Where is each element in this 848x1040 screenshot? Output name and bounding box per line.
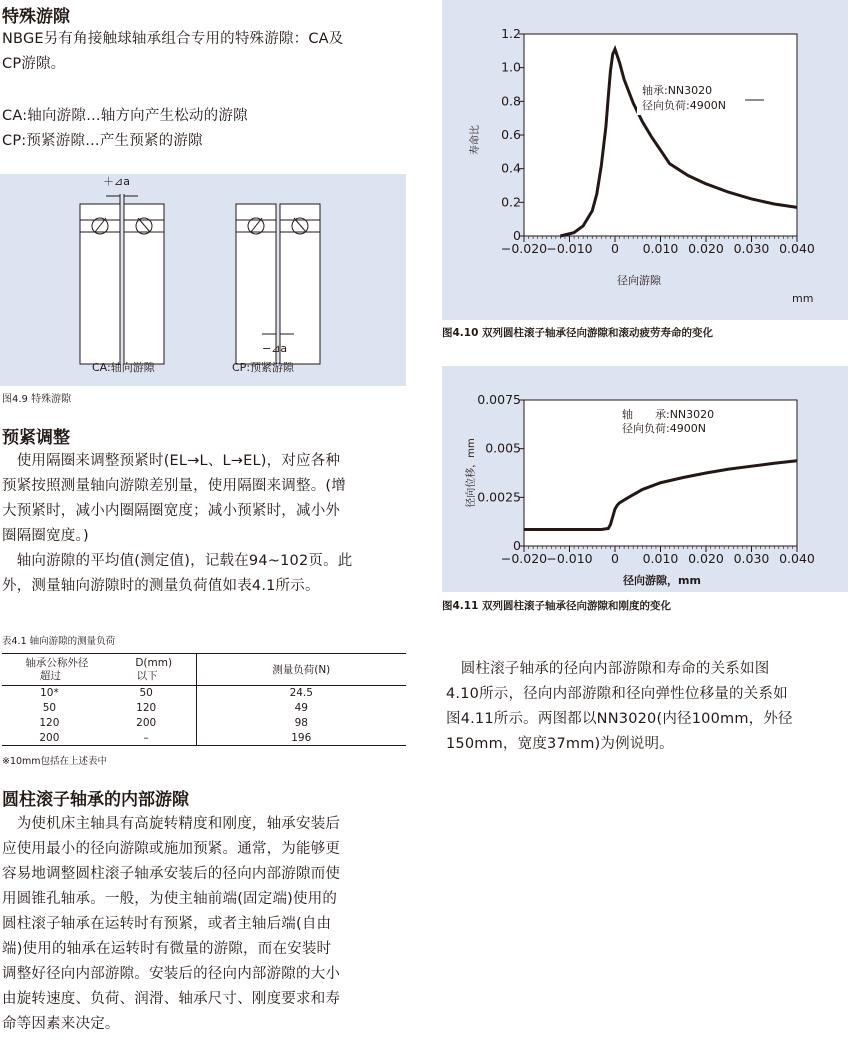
y-axis-label: 寿命比 (470, 125, 481, 155)
right-line: 圆柱滚子轴承的径向内部游隙和寿命的关系如图 (446, 661, 770, 677)
y-tick-label: 0.005 (485, 440, 521, 456)
x-tick-label: −0.020 (500, 551, 548, 566)
x-tick-label: 0 (611, 241, 619, 256)
table-header-under: 以下 (136, 669, 158, 682)
preload-paragraph (2, 449, 412, 599)
table-cell: 50 (139, 687, 153, 700)
figure-4-9-panel (0, 174, 406, 386)
x-tick-label: 0.040 (779, 241, 815, 256)
annotation-bearing: 轴承:NN3020 (642, 84, 713, 97)
right-line: 4.10所示，径向内部游隙和径向弹性位移量的关系如 (446, 686, 788, 702)
y-tick-label: 0.0025 (477, 489, 521, 505)
table-header-load: 测量负荷(N) (196, 654, 406, 686)
table-cell: 24.5 (196, 686, 406, 701)
x-tick-label: −0.010 (546, 241, 593, 256)
table-row (2, 731, 406, 746)
table-header-od: 轴承公称外径 (25, 656, 89, 669)
y-tick-label: 0.0075 (477, 392, 521, 407)
x-tick-label: −0.020 (500, 241, 548, 256)
special-clearance-text-1: NBGE另有角接触球轴承组合专用的特殊游隙：CA及 (2, 31, 344, 47)
preload-line: 大预紧时，减小内圈隔圈宽度；减小预紧时，减小外 (2, 503, 341, 519)
figure-4-10-caption: 图4.10 双列圆柱滚子轴承径向游隙和滚动疲劳寿命的变化 (442, 327, 714, 339)
cp-diagram-label: CP:预紧游隙 (232, 361, 295, 374)
section-title-preload-adjustment: 预紧调整 (2, 428, 70, 448)
y-tick-label: 0 (513, 538, 521, 553)
table-header-d: D(mm) (135, 656, 173, 669)
table-cell: 49 (196, 701, 406, 716)
x-axis-label: 径向游隙，mm (623, 574, 701, 587)
ca-diagram-label: CA:轴向游隙 (92, 361, 155, 374)
cp-definition: CP:预紧游隙…产生预紧的游隙 (2, 133, 203, 149)
annotation-load: 径向负荷:4900N (622, 422, 706, 435)
table-cell: 50 (42, 702, 57, 714)
y-tick-label: 0.2 (501, 194, 521, 210)
table-cell: 120 (136, 702, 157, 714)
cylindrical-line: 应使用最小的径向游隙或施加预紧。通常，为能够更 (2, 841, 341, 857)
cylindrical-line: 由旋转速度、负荷、润滑、轴承尺寸、刚度要求和寿 (2, 991, 341, 1007)
right-paragraph (446, 657, 846, 757)
table-cell: 196 (196, 731, 406, 746)
cylindrical-line: 用圆锥孔轴承。一般，为使主轴前端(固定端)使用的 (2, 891, 338, 907)
cylindrical-line: 调整好径向内部游隙。安装后的径向内部游隙的大小 (2, 966, 341, 982)
y-axis-label: 径向位移，mm (466, 438, 477, 508)
x-tick-label: 0.020 (688, 241, 724, 256)
ca-bearing-pair (80, 194, 164, 364)
x-tick-label: 0.010 (642, 241, 679, 256)
ca-definition: CA:轴向游隙…轴方向产生松动的游隙 (2, 108, 248, 124)
y-tick-label: 0.4 (501, 160, 521, 176)
table-4-1 (2, 653, 406, 746)
cylindrical-paragraph (2, 812, 412, 1037)
right-line: 150mm，宽度37mm)为例说明。 (446, 736, 674, 752)
x-tick-label: 0.020 (688, 551, 724, 566)
plot-area (524, 34, 797, 236)
cylindrical-line: 命等因素来决定。 (2, 1016, 120, 1032)
x-tick-label: 0 (611, 551, 619, 566)
y-tick-label: 0.6 (501, 127, 521, 142)
radial-displacement-chart (442, 366, 848, 592)
cylindrical-line: 端)使用的轴承在运转时有微量的游隙，而在安装时 (2, 941, 332, 957)
figure-4-9-caption: 图4.9 特殊游隙 (2, 394, 72, 405)
x-tick-label: 0.030 (733, 241, 770, 256)
preload-line: 轴向游隙的平均值(测定值)，记载在94~102页。此 (2, 553, 353, 569)
cylindrical-line: 圆柱滚子轴承在运转时有预紧，或者主轴后端(自由 (2, 916, 332, 932)
table-cell: – (143, 731, 149, 744)
figure-4-10-panel (442, 0, 848, 320)
table-row (2, 701, 406, 716)
minus-delta-a-label: −⊿a (262, 342, 288, 355)
y-tick-label: 1.0 (501, 59, 521, 75)
life-ratio-chart (442, 0, 848, 320)
cylindrical-line: 容易地调整圆柱滚子轴承安装后的径向内部游隙而使 (2, 866, 341, 882)
y-tick-label: 0.8 (501, 93, 521, 109)
figure-4-11-caption: 图4.11 双列圆柱滚子轴承径向游隙和刚度的变化 (442, 600, 672, 612)
table-cell: 10* (40, 687, 59, 700)
special-clearance-text-2: CP游隙。 (2, 56, 66, 72)
unit-label: mm (792, 292, 814, 305)
table-header-over: 超过 (39, 669, 61, 682)
table-cell: 200 (39, 731, 60, 744)
y-tick-label: 0 (513, 228, 521, 243)
cp-bearing-pair (236, 204, 320, 364)
table-cell: 200 (136, 717, 157, 729)
cylindrical-line: 为使机床主轴具有高旋转精度和刚度，轴承安装后 (2, 816, 341, 832)
right-line: 图4.11所示。两图都以NN3020(内径100mm，外径 (446, 711, 793, 727)
preload-line: 预紧按照测量轴向游隙差别量，使用隔圈来调整。(增 (2, 478, 346, 494)
figure-4-11-panel (442, 366, 848, 592)
bearing-arrangement-diagram (0, 174, 406, 386)
x-tick-label: 0.040 (779, 551, 815, 566)
table-cell: 98 (196, 716, 406, 731)
annotation-bearing: 轴 承:NN3020 (622, 408, 715, 421)
x-tick-label: −0.010 (546, 551, 593, 566)
x-axis-label: 径向游隙 (617, 274, 661, 287)
preload-line: 使用隔圈来调整预紧时(EL→L、L→EL)，对应各种 (2, 453, 341, 469)
annotation-load: 径向负荷:4900N (642, 99, 726, 112)
x-tick-label: 0.030 (733, 551, 770, 566)
table-4-1-note: ※10mm包括在上述表中 (2, 756, 108, 767)
table-row (2, 716, 406, 731)
section-title-special-clearance: 特殊游隙 (2, 7, 70, 27)
x-tick-label: 0.010 (642, 551, 679, 566)
preload-line: 圈隔圈宽度。) (2, 528, 89, 544)
section-title-cylindrical-clearance: 圆柱滚子轴承的内部游隙 (2, 790, 189, 810)
table-header-bore (2, 654, 196, 686)
preload-line: 外，测量轴向游隙时的测量负荷值如表4.1所示。 (2, 578, 320, 594)
table-cell: 120 (39, 717, 60, 729)
table-4-1-caption: 表4.1 轴向游隙的测量负荷 (2, 636, 116, 647)
y-tick-label: 1.2 (501, 26, 521, 41)
table-row (2, 686, 406, 701)
plus-delta-a-label: ＋⊿a (103, 175, 130, 188)
